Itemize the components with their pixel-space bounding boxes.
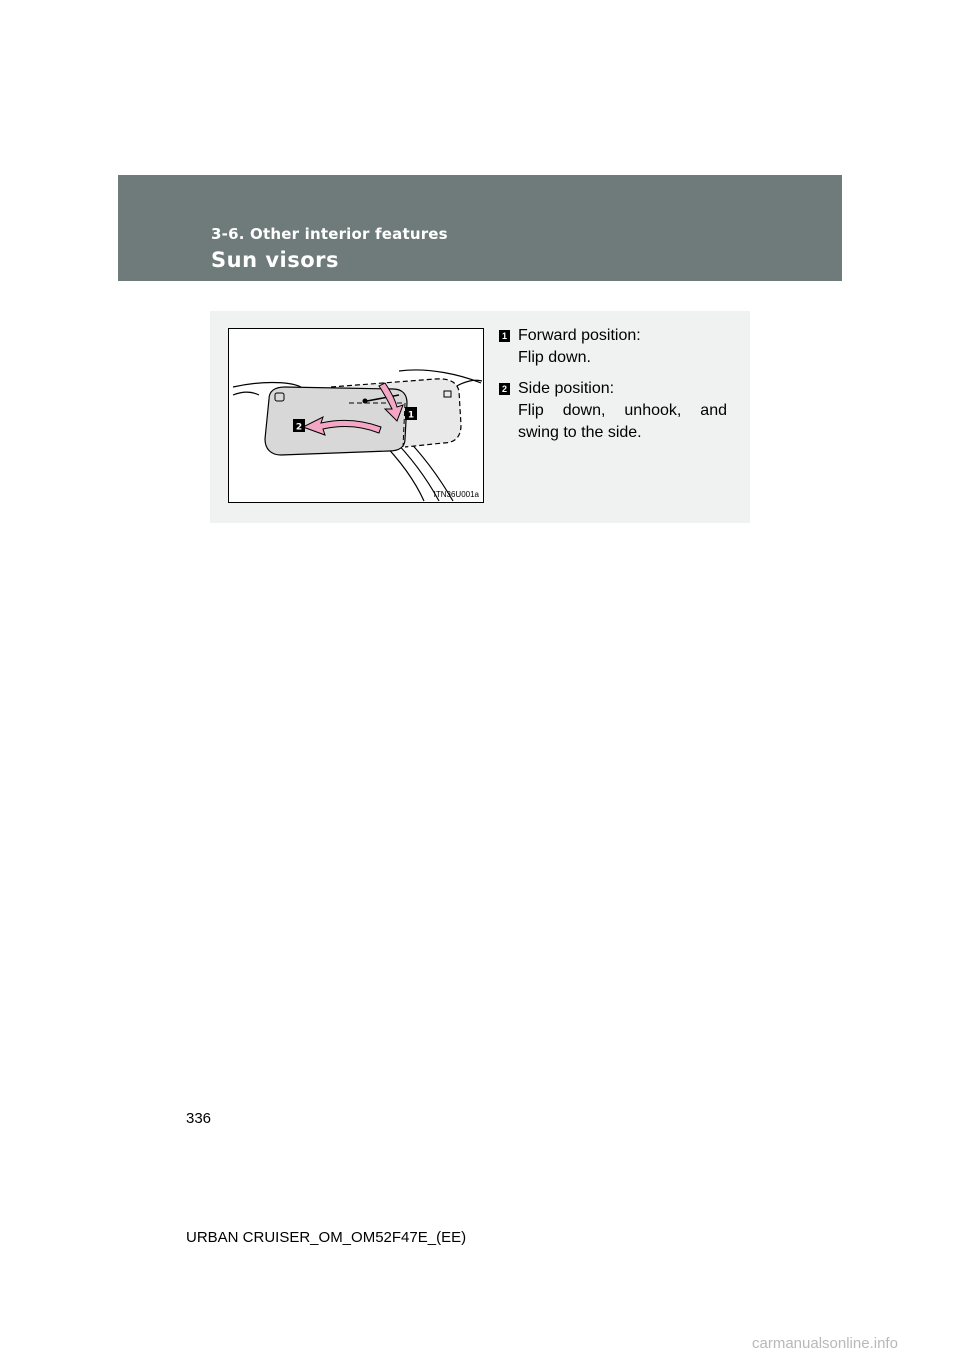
- roof-line: [233, 383, 301, 388]
- step-number-badge: 1: [499, 330, 510, 342]
- figure-code: ITN36U001a: [433, 490, 479, 499]
- content-panel: [210, 311, 750, 523]
- page-number: 336: [186, 1110, 212, 1127]
- visor-pivot-icon: [363, 399, 368, 404]
- step-label: Side position:: [518, 380, 615, 397]
- page-title: Sun visors: [211, 248, 340, 272]
- document-code: URBAN CRUISER_OM_OM52F47E_(EE): [186, 1229, 467, 1246]
- section-title: 3-6. Other interior features: [211, 225, 448, 243]
- step-detail: Flip down.: [518, 349, 591, 366]
- callout-1-label: 1: [407, 410, 415, 421]
- step-side-position: [499, 378, 727, 444]
- step-detail: Flip down, unhook, and swing to the side.: [518, 402, 727, 441]
- step-label: Forward position:: [518, 327, 641, 344]
- sun-visor-illustration: [228, 328, 484, 503]
- step-number-badge: 2: [499, 383, 510, 395]
- step-forward-position: [499, 325, 727, 369]
- step-list: [499, 325, 727, 453]
- watermark-link[interactable]: carmanualsonline.info: [752, 1335, 898, 1352]
- callout-2-label: 2: [295, 422, 303, 433]
- roof-edge-line: [233, 392, 259, 395]
- header-band: [118, 175, 842, 281]
- sun-visor-drawing: [229, 329, 483, 502]
